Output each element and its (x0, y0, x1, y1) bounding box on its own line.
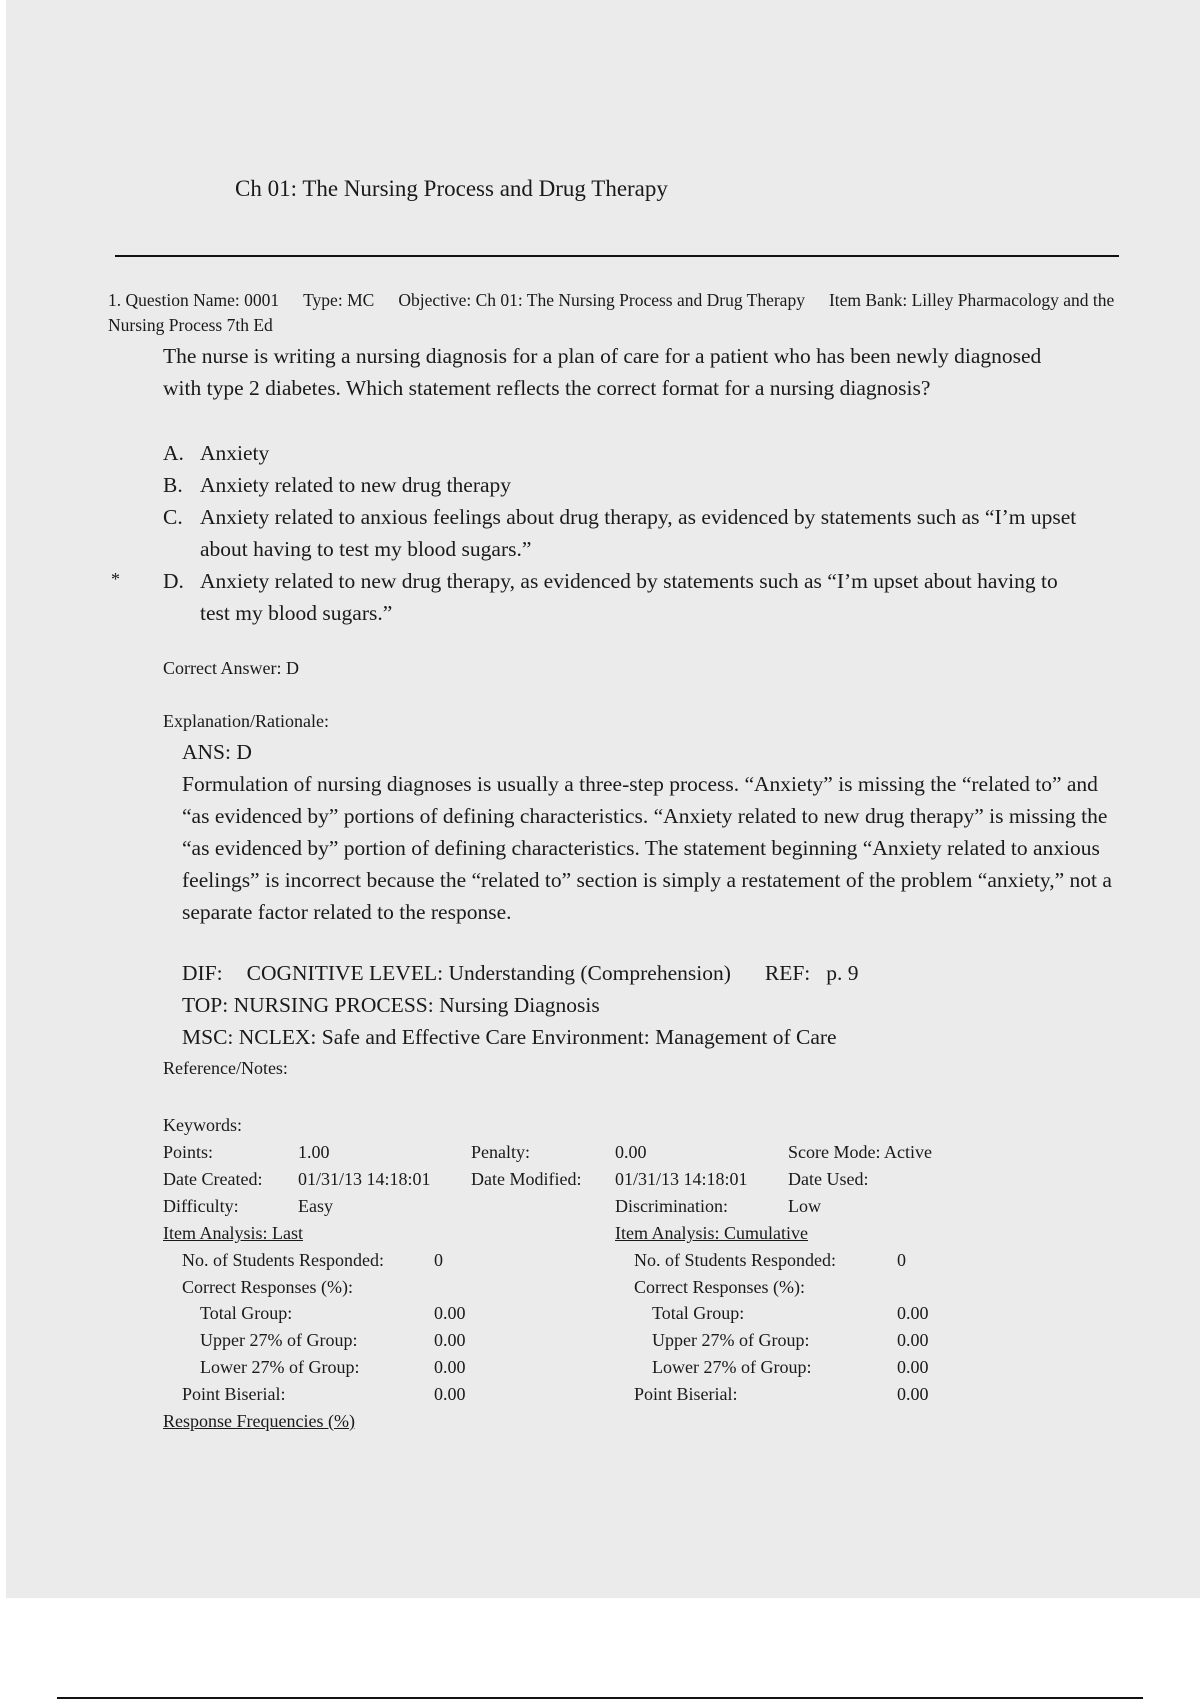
reference-notes-label: Reference/Notes: (163, 1058, 288, 1078)
cum-students-value: 0 (897, 1250, 906, 1270)
cum-total-value: 0.00 (897, 1303, 929, 1323)
cum-biserial-label: Point Biserial: (634, 1384, 738, 1404)
score-mode: Score Mode: Active (788, 1142, 932, 1162)
last-biserial-label: Point Biserial: (182, 1384, 286, 1404)
correct-marker: * (111, 569, 120, 589)
last-students-value: 0 (434, 1250, 443, 1270)
last-biserial-value: 0.00 (434, 1384, 466, 1404)
points-value: 1.00 (298, 1142, 330, 1162)
topic-line: TOP: NURSING PROCESS: Nursing Diagnosis (182, 993, 600, 1017)
option-letter: A. (163, 441, 184, 465)
question-meta (108, 288, 1118, 338)
question-objective: Objective: Ch 01: The Nursing Process and Drug Therapy (398, 290, 805, 310)
penalty-value: 0.00 (615, 1142, 647, 1162)
option-a (163, 437, 1083, 469)
option-c (163, 501, 1083, 565)
points-label: Points: (163, 1142, 214, 1162)
document-title: Ch 01: The Nursing Process and Drug Therapy (235, 176, 668, 201)
discrimination-label: Discrimination: (615, 1196, 728, 1216)
last-correct-label: Correct Responses (%): (182, 1277, 353, 1297)
option-b (163, 469, 1083, 501)
item-bank: Item Bank: Lilley Pharmacology and the Nursing Process 7th Ed (108, 290, 1115, 335)
option-d (163, 565, 1083, 629)
option-letter: D. (163, 569, 184, 593)
date-modified-value: 01/31/13 14:18:01 (615, 1169, 748, 1189)
dif-label: DIF: (182, 961, 223, 985)
option-letter: B. (163, 473, 183, 497)
last-lower-label: Lower 27% of Group: (200, 1357, 360, 1377)
msc-line: MSC: NCLEX: Safe and Effective Care Environment: Management of Care (182, 1025, 837, 1049)
cum-upper-label: Upper 27% of Group: (652, 1330, 810, 1350)
cum-lower-value: 0.00 (897, 1357, 929, 1377)
footer-rule (57, 1697, 1143, 1699)
rationale-text: Formulation of nursing diagnoses is usually a three-step process. “Anxiety” is missing the “related to” and “as evidenced by” portions of defining characteristics. “Anxiety related to new drug therapy” is missing the “as evidenced by” portion of defining characteristics. The statement beginning “Anxiety related to anxious feelings” is incorrect because the “related to” section is simply a restatement of the problem “anxiety,” not a separate factor related to the response. (182, 772, 1112, 924)
item-analysis-last-heading: Item Analysis: Last (163, 1223, 303, 1243)
option-text: Anxiety related to new drug therapy (200, 473, 512, 497)
option-letter: C. (163, 505, 183, 529)
cum-biserial-value: 0.00 (897, 1384, 929, 1404)
last-upper-label: Upper 27% of Group: (200, 1330, 358, 1350)
cum-total-label: Total Group: (652, 1303, 745, 1323)
last-total-label: Total Group: (200, 1303, 293, 1323)
cum-lower-label: Lower 27% of Group: (652, 1357, 812, 1377)
cum-students-label: No. of Students Responded: (634, 1250, 836, 1270)
discrimination-value: Low (788, 1196, 821, 1216)
dif-line (182, 961, 859, 986)
ref-label: REF: (764, 961, 811, 985)
response-frequencies-heading: Response Frequencies (%) (163, 1411, 355, 1431)
date-used-label: Date Used: (788, 1169, 869, 1189)
explanation-label: Explanation/Rationale: (163, 711, 329, 731)
last-total-value: 0.00 (434, 1303, 466, 1323)
title-rule (115, 255, 1119, 257)
last-lower-value: 0.00 (434, 1357, 466, 1377)
difficulty-value: Easy (298, 1196, 333, 1216)
date-modified-label: Date Modified: (471, 1169, 582, 1189)
cum-correct-label: Correct Responses (%): (634, 1277, 805, 1297)
date-created-label: Date Created: (163, 1169, 263, 1189)
item-analysis-cumulative-heading: Item Analysis: Cumulative (615, 1223, 808, 1243)
option-text: Anxiety (200, 441, 270, 465)
question-name: 1. Question Name: 0001 (108, 290, 280, 310)
ref-value: p. 9 (826, 961, 859, 985)
difficulty-label: Difficulty: (163, 1196, 239, 1216)
option-text: Anxiety related to new drug therapy, as evidenced by statements such as “I’m upset about having to test my blood sugars.” (200, 569, 1058, 625)
last-students-label: No. of Students Responded: (182, 1250, 384, 1270)
option-text: Anxiety related to anxious feelings about drug therapy, as evidenced by statements such as “I’m upset about having to test my blood sugars.” (200, 505, 1077, 561)
date-created-value: 01/31/13 14:18:01 (298, 1169, 431, 1189)
cognitive-level: COGNITIVE LEVEL: Understanding (Comprehension) (246, 961, 731, 985)
cum-upper-value: 0.00 (897, 1330, 929, 1350)
question-type: Type: MC (303, 290, 375, 310)
keywords-label: Keywords: (163, 1115, 242, 1135)
last-upper-value: 0.00 (434, 1330, 466, 1350)
ans-line: ANS: D (182, 740, 252, 764)
penalty-label: Penalty: (471, 1142, 530, 1162)
question-stem: The nurse is writing a nursing diagnosis for a plan of care for a patient who has been newly diagnosed with type 2 diabetes. Which statement reflects the correct format for a nursing diagnosis? (163, 344, 1042, 400)
correct-answer: Correct Answer: D (163, 658, 299, 678)
